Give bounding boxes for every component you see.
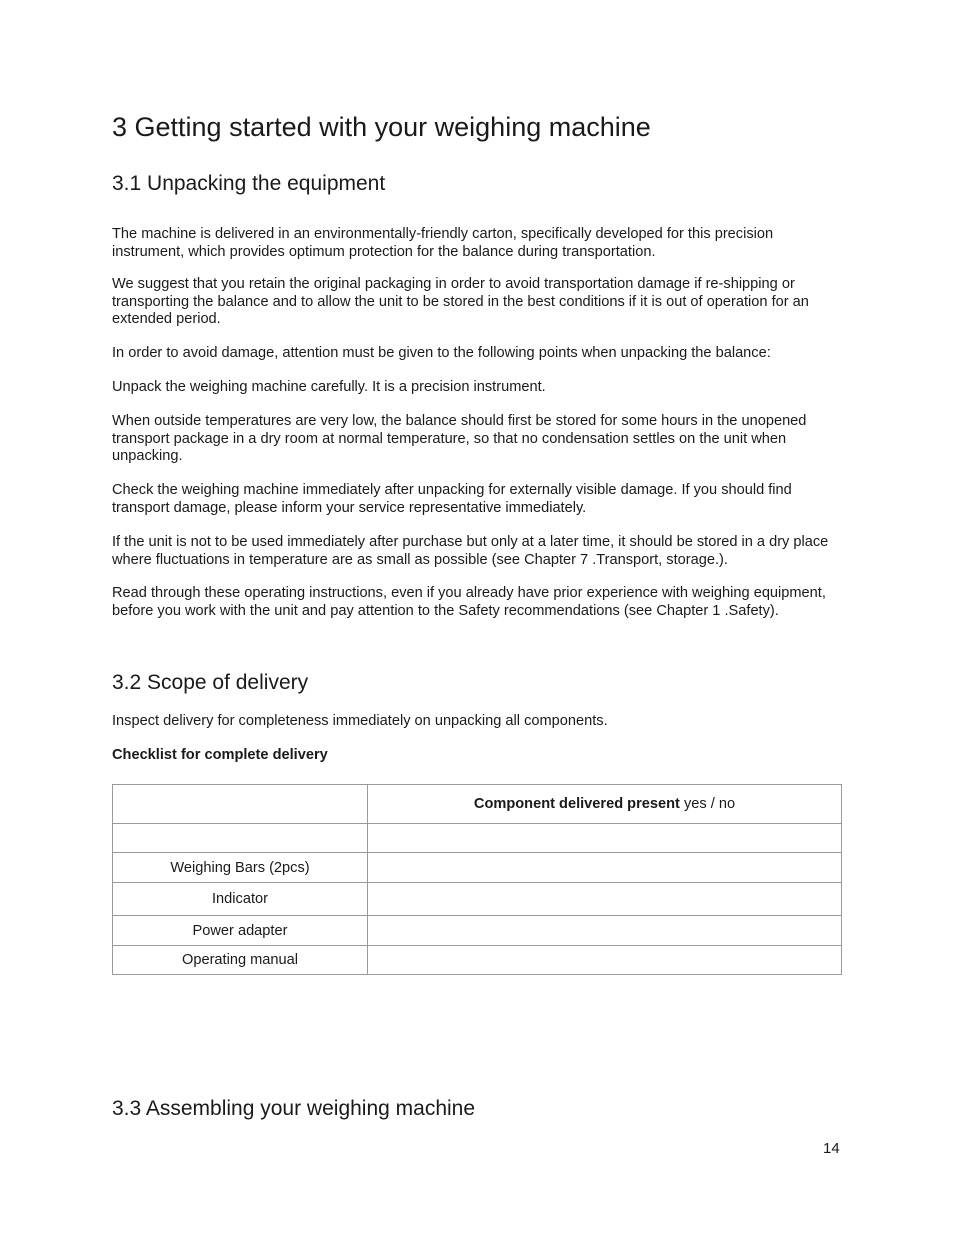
section-heading-unpacking: 3.1 Unpacking the equipment (112, 172, 386, 195)
section-heading-delivery: 3.2 Scope of delivery (112, 671, 309, 694)
table-cell (368, 883, 842, 916)
table-cell (113, 785, 368, 824)
table-row (113, 916, 842, 946)
table-cell (368, 824, 842, 853)
delivery-checklist-table (112, 784, 842, 975)
table-cell (368, 853, 842, 883)
paragraph-2: We suggest that you retain the original packaging in order to avoid transportation damage if re-shipping or transporting the balance and to allow the unit to be stored in the best conditions if it is out of operation for an extended period. (112, 276, 809, 327)
table-cell: Power adapter (113, 916, 368, 946)
checklist-title: Checklist for complete delivery (112, 747, 328, 763)
paragraph-6: Check the weighing machine immediately after unpacking for externally visible damage. If you should find transport damage, please inform your service representative immediately. (112, 482, 792, 516)
header-rest-text: yes / no (679, 796, 736, 812)
paragraph-3: In order to avoid damage, attention must be given to the following points when unpacking the balance: (112, 345, 771, 361)
paragraph-1: The machine is delivered in an environmentally-friendly carton, specifically developed for this precision instrument, which provides optimum protection for the balance during transportation. (112, 226, 774, 260)
section-heading-assembling: 3.3 Assembling your weighing machine (112, 1097, 476, 1120)
delivery-intro: Inspect delivery for completeness immediately on unpacking all components. (112, 713, 608, 729)
table-row (113, 883, 842, 916)
table-row (113, 946, 842, 975)
paragraph-4: Unpack the weighing machine carefully. It is a precision instrument. (112, 379, 546, 395)
table-cell (368, 946, 842, 975)
page-number: 14 (823, 1140, 840, 1157)
paragraph-7: If the unit is not to be used immediately after purchase but only at a later time, it should be stored in a dry place where fluctuations in temperature are as small as possible (see Chapter 7 .Transport, storage.). (112, 534, 829, 568)
paragraph-5: When outside temperatures are very low, the balance should first be stored for some hours in the unopened transport package in a dry room at normal temperature, so that no condensation settles on the unit when unpacking. (112, 413, 807, 464)
paragraph-8: Read through these operating instructions, even if you already have prior experience with weighing equipment, before you work with the unit and pay attention to the Safety recommendations (see Chapter 1 .Safety). (112, 585, 826, 619)
table-cell: Indicator (113, 883, 368, 916)
table-header-cell (368, 785, 842, 824)
table-cell: Operating manual (113, 946, 368, 975)
table-cell (113, 824, 368, 853)
table-row (113, 824, 842, 853)
table-row (113, 853, 842, 883)
header-bold-text: Component delivered present (473, 796, 680, 812)
table-cell: Weighing Bars (2pcs) (113, 853, 368, 883)
table-header-row (113, 785, 842, 824)
chapter-title: 3 Getting started with your weighing machine (112, 112, 651, 142)
table-cell (368, 916, 842, 946)
